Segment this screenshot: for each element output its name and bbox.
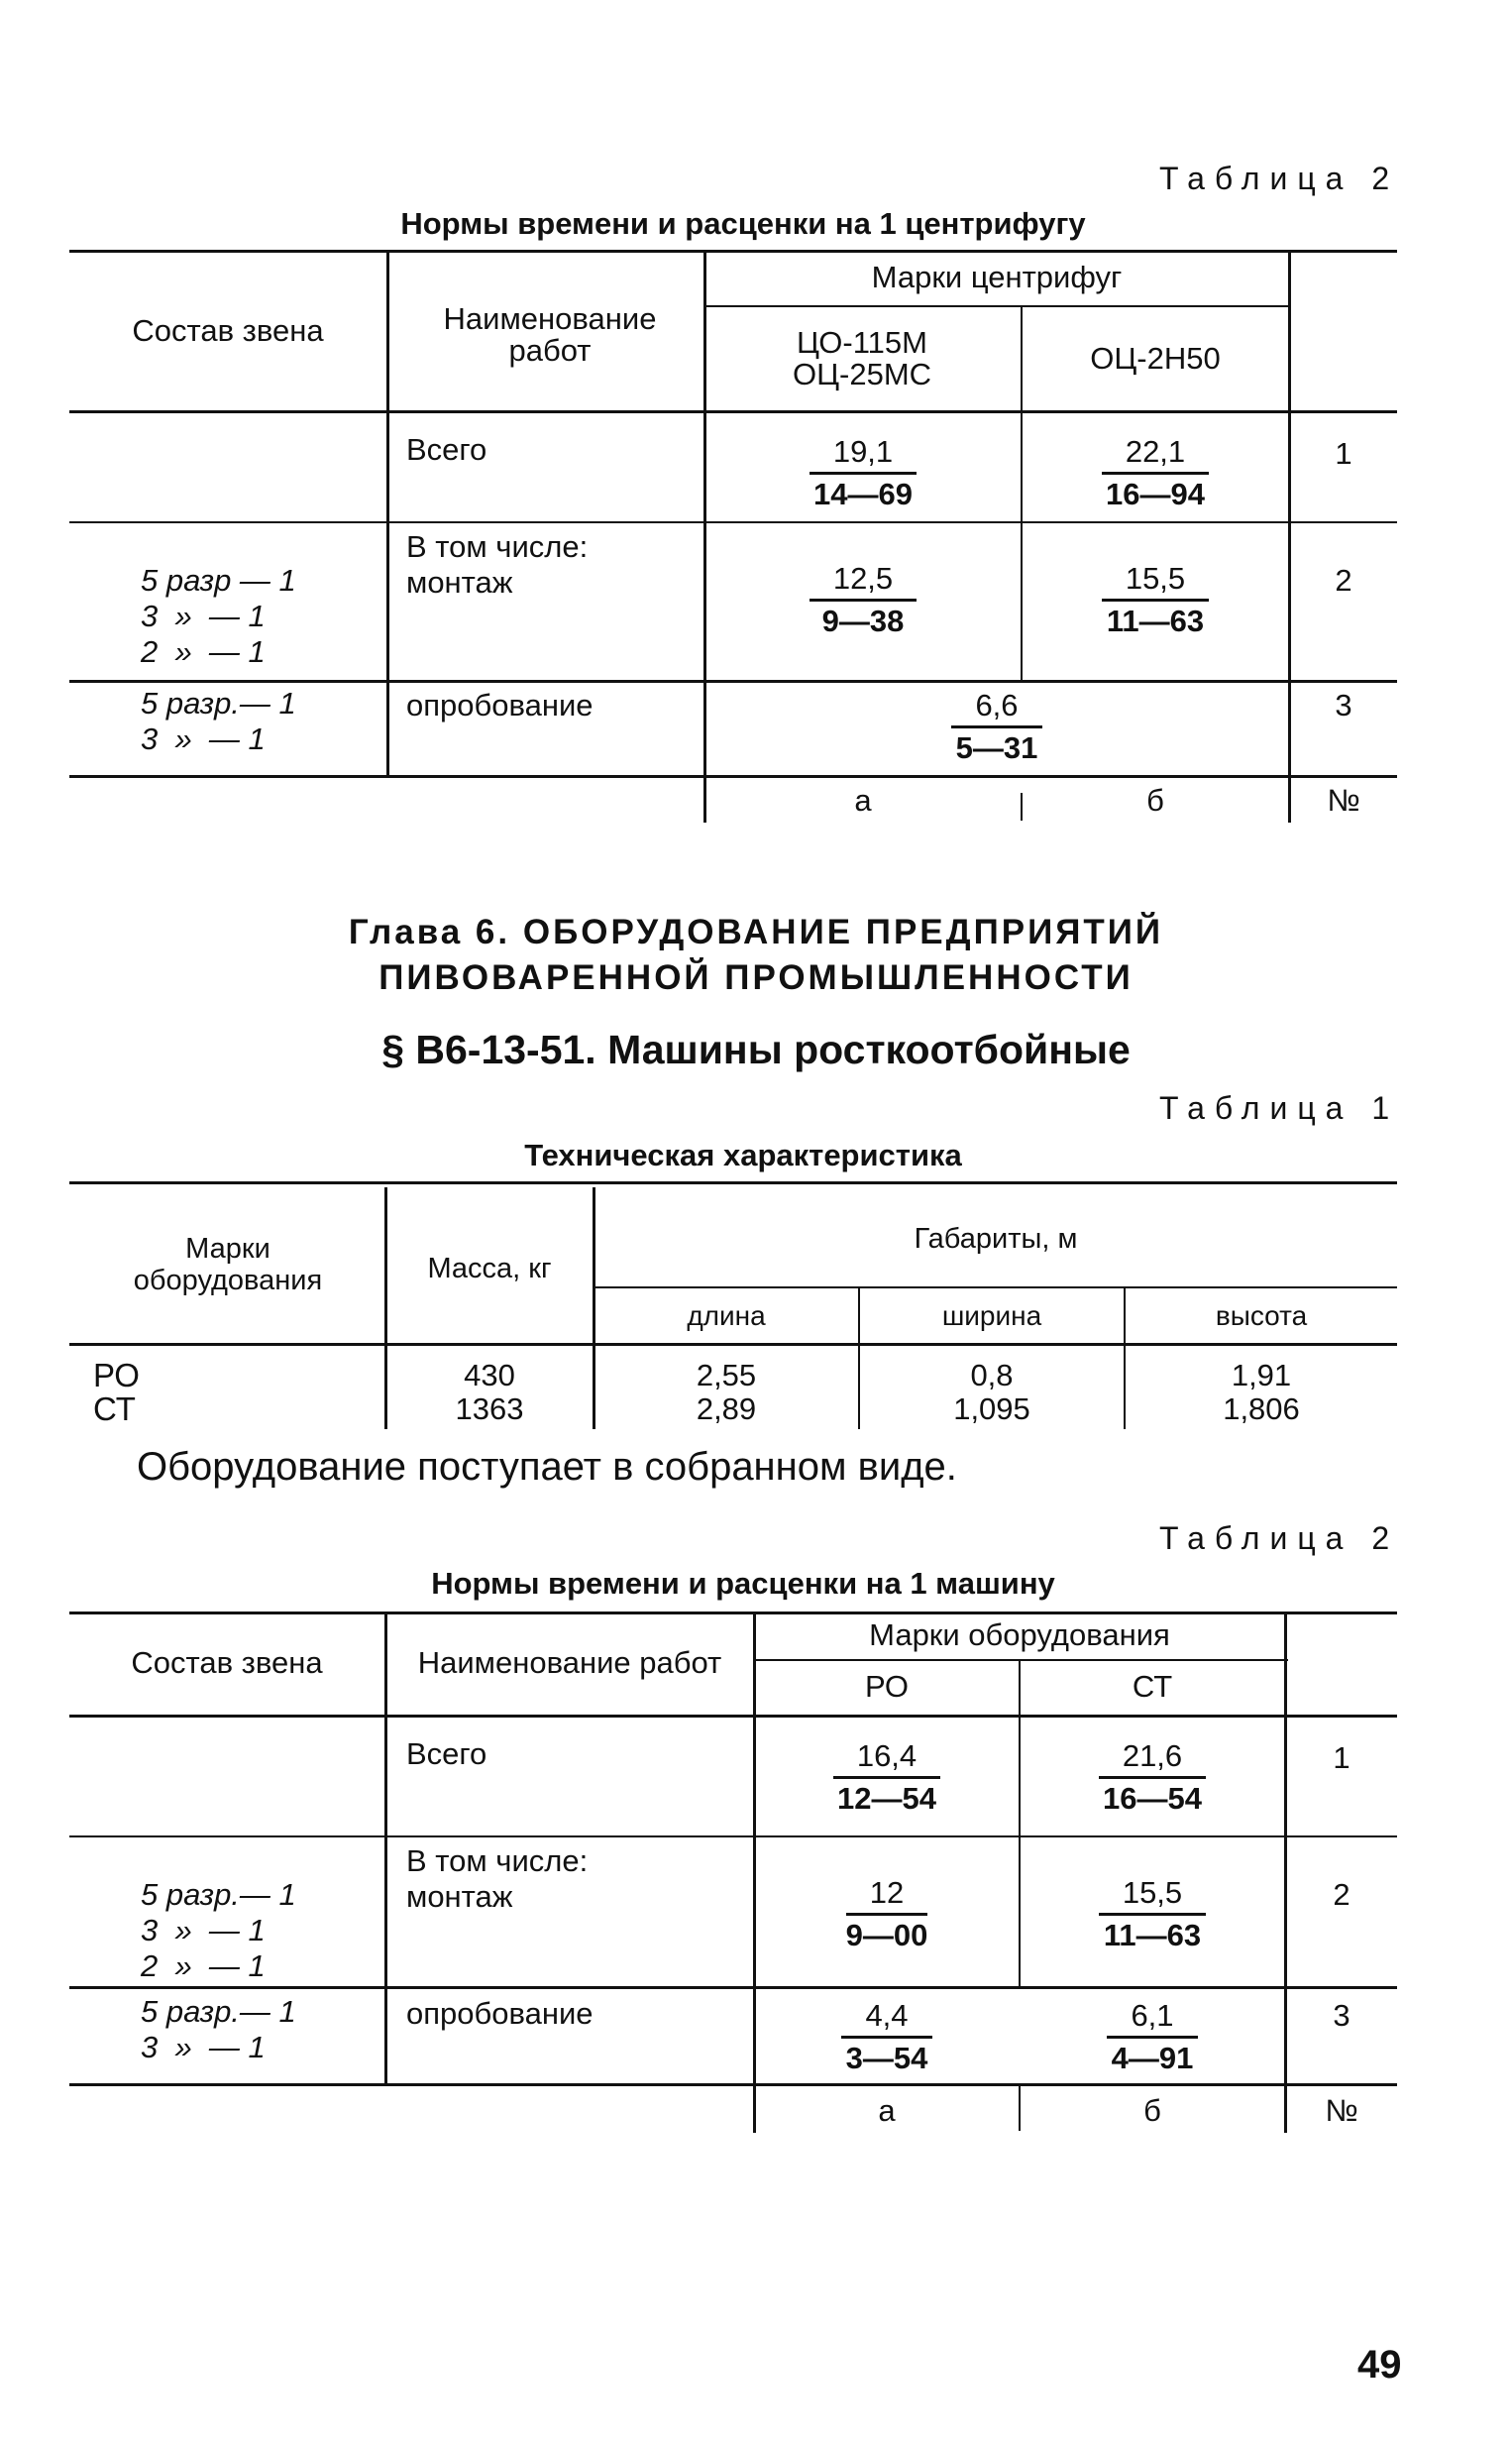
norm-value: $\frac{15,5}{11—63}$: [1021, 1875, 1284, 1955]
table-rule: [69, 775, 1397, 778]
column-key-b: б: [1146, 783, 1164, 818]
column-header-width: ширина: [941, 1300, 1042, 1331]
table-label: Таблица 2: [1159, 161, 1400, 196]
table-rule: [69, 1715, 1397, 1718]
table-rule: [69, 521, 1397, 523]
table-rule: [705, 305, 1290, 307]
table-rule: [69, 410, 1397, 413]
crew-composition: 5 разр — 1 3 » — 1 2 » — 1: [141, 563, 296, 669]
work-label: опробование: [406, 688, 594, 722]
table-rule: [69, 680, 1397, 683]
column-header-height: высота: [1215, 1300, 1308, 1331]
column-header-brands: Марки центрифуг: [871, 260, 1123, 294]
norm-value: $\frac{12,5}{9—38}$: [705, 561, 1021, 641]
table-rule: [594, 1286, 1397, 1288]
crew-composition: 5 разр.— 1 3 » — 1: [141, 686, 296, 756]
table-rule: [69, 2083, 1397, 2086]
row-number: 2: [1333, 1877, 1350, 1912]
mass-cell: 430: [464, 1358, 515, 1392]
length-cell: 2,89: [696, 1391, 757, 1426]
column-header-a: ЦО-115М ОЦ-25МС: [792, 325, 932, 391]
column-key-number: №: [1325, 2093, 1358, 2128]
norm-value: $\frac{6,6}{5—31}$: [705, 688, 1288, 768]
norm-value: $\frac{21,6}{16—54}$: [1021, 1738, 1284, 1819]
work-label: В том числе: монтаж: [406, 529, 589, 600]
table-rule: [69, 1611, 1397, 1614]
column-header-b: ОЦ-2Н50: [1090, 341, 1221, 376]
table-rule: [1288, 250, 1291, 823]
width-cell: 0,8: [970, 1358, 1014, 1392]
column-header-crew: Состав звена: [131, 1645, 323, 1680]
row-number: 3: [1335, 688, 1352, 722]
length-cell: 2,55: [696, 1358, 757, 1392]
column-header-work: Наименование работ: [443, 301, 657, 368]
table-title: Нормы времени и расценки на 1 центрифугу: [400, 206, 1086, 241]
section-heading: § В6-13-51. Машины росткоотбойные: [381, 1027, 1131, 1072]
table-label: Таблица 2: [1159, 1520, 1400, 1556]
column-header-work: Наименование работ: [417, 1645, 722, 1680]
crew-composition: 5 разр.— 1 3 » — 1 2 » — 1: [141, 1877, 296, 1983]
table-rule: [69, 1181, 1397, 1184]
norm-value: $\frac{4,4}{3—54}$: [755, 1998, 1019, 2078]
norm-value: $\frac{15,5}{11—63}$: [1023, 561, 1288, 641]
brand-cell: СТ: [93, 1390, 136, 1427]
norm-value: $\frac{12}{9—00}$: [845, 1875, 928, 1952]
table-rule: [1284, 1611, 1287, 2133]
table-label: Таблица 1: [1159, 1090, 1400, 1126]
column-key-a: а: [854, 783, 872, 818]
column-key-b: б: [1143, 2093, 1161, 2128]
column-header-brands: Марки оборудования: [869, 1617, 1170, 1652]
mass-cell: 1363: [455, 1391, 524, 1426]
column-key-a: а: [878, 2093, 896, 2128]
table-rule: [384, 1611, 387, 2083]
work-label: В том числе: монтаж: [406, 1843, 589, 1914]
column-header-length: длина: [687, 1300, 766, 1331]
table-rule: [386, 250, 389, 775]
height-cell: 1,806: [1223, 1391, 1300, 1426]
table-rule: [69, 1343, 1397, 1346]
width-cell: 1,095: [953, 1391, 1030, 1426]
table-rule: [755, 1659, 1288, 1661]
row-number: 1: [1335, 436, 1352, 471]
row-number: 3: [1333, 1998, 1350, 2033]
work-label: Всего: [406, 432, 487, 467]
norm-value: $\frac{19,1}{14—69}$: [705, 434, 1021, 514]
column-key-number: №: [1327, 783, 1360, 818]
work-label: опробование: [406, 1996, 594, 2031]
crew-composition: 5 разр.— 1 3 » — 1: [141, 1994, 296, 2064]
chapter-heading-line: Глава 6. ОБОРУДОВАНИЕ ПРЕДПРИЯТИЙ: [348, 913, 1164, 951]
column-header-a: РО: [864, 1669, 910, 1704]
norm-value: $\frac{16,4}{12—54}$: [755, 1738, 1019, 1819]
table-title: Техническая характеристика: [524, 1138, 962, 1172]
height-cell: 1,91: [1231, 1358, 1292, 1392]
chapter-heading: [0, 910, 1512, 1001]
norm-value: $\frac{22,1}{16—94}$: [1023, 434, 1288, 514]
column-header-mass: Масса, кг: [427, 1253, 552, 1284]
table-rule: [69, 250, 1397, 253]
table-rule: [69, 1835, 1397, 1837]
note-text: Оборудование поступает в собранном виде.: [137, 1445, 957, 1489]
table-title: Нормы времени и расценки на 1 машину: [431, 1566, 1055, 1601]
column-header-crew: Состав звена: [132, 313, 324, 348]
chapter-heading-line: ПИВОВАРЕННОЙ ПРОМЫШЛЕННОСТИ: [378, 958, 1134, 997]
work-label: Всего: [406, 1736, 487, 1771]
brand-cell: РО: [93, 1357, 140, 1393]
page-number: 49: [1357, 2343, 1402, 2387]
table-rule: [69, 1986, 1397, 1989]
column-header-b: СТ: [1132, 1669, 1173, 1704]
column-header-dimensions: Габариты, м: [914, 1223, 1078, 1255]
column-header-brands: Марки оборудования: [133, 1233, 323, 1296]
norm-value: $\frac{6,1}{4—91}$: [1021, 1998, 1284, 2078]
row-number: 1: [1333, 1740, 1350, 1775]
row-number: 2: [1335, 563, 1352, 598]
